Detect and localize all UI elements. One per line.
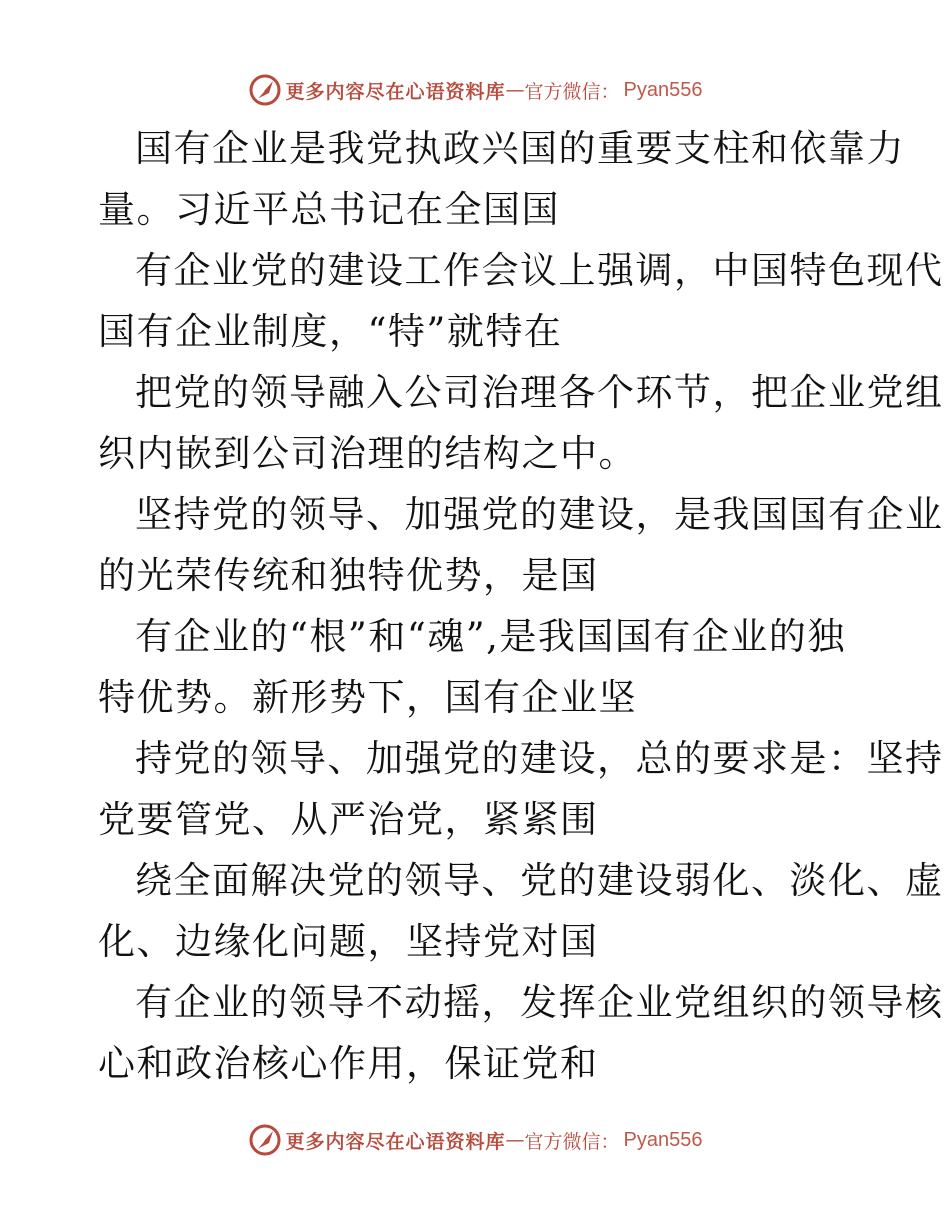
- banner-wechat-label: 官方微信：: [524, 1130, 620, 1153]
- paragraph: [98, 728, 944, 850]
- paragraph-line: 绕全面解决党的领导、党的建设弱化、淡化、虚: [135, 859, 944, 902]
- paragraph: [98, 850, 944, 972]
- paragraph-line: 持党的领导、加强党的建设，总的要求是：坚持: [135, 737, 944, 780]
- quill-pen-circle-icon: [248, 73, 282, 107]
- paragraph-line: 有企业的“根”和“魂”,是我国国有企业的独: [135, 615, 846, 658]
- paragraph-line: 织内嵌到公司治理的结构之中。: [98, 432, 637, 475]
- paragraph-line: 党要管党、从严治党，紧紧围: [98, 798, 599, 841]
- paragraph-line: 有企业的领导不动摇，发挥企业党组织的领导核: [135, 981, 944, 1024]
- banner-separator: —: [505, 79, 525, 101]
- banner-wechat-id: Pyan556: [623, 1128, 703, 1151]
- paragraph-line: 化、边缘化问题，坚持党对国: [98, 920, 599, 963]
- paragraph-line: 国有企业制度，“特”就特在: [98, 310, 563, 353]
- paragraph-line: 国有企业是我党执政兴国的重要支柱和依靠力: [135, 127, 905, 170]
- banner-wechat-id: Pyan556: [623, 78, 703, 101]
- paragraph: [98, 362, 944, 484]
- paragraph-line: 特优势。新形势下，国有企业坚: [98, 676, 637, 719]
- banner-main-text: 更多内容尽在心语资料库: [285, 80, 506, 103]
- paragraph-line: 有企业党的建设工作会议上强调，中国特色现代: [135, 249, 944, 292]
- paragraph: [98, 240, 944, 362]
- paragraph-line: 的光荣传统和独特优势，是国: [98, 554, 599, 597]
- banner-separator: —: [505, 1129, 525, 1151]
- quill-pen-circle-icon: [248, 1123, 282, 1157]
- paragraph: [98, 972, 944, 1094]
- banner-main-text: 更多内容尽在心语资料库: [285, 1130, 506, 1153]
- banner-wechat-label: 官方微信：: [524, 80, 620, 103]
- paragraph: [98, 606, 858, 728]
- paragraph: [98, 484, 944, 606]
- document-body: [98, 118, 944, 1094]
- paragraph-line: 量。习近平总书记在全国国: [98, 188, 560, 231]
- paragraph-line: 心和政治核心作用，保证党和: [98, 1042, 599, 1085]
- paragraph-line: 坚持党的领导、加强党的建设，是我国国有企业: [135, 493, 944, 536]
- footer-watermark-banner: [0, 1120, 950, 1160]
- header-watermark-banner: [0, 70, 950, 110]
- paragraph-line: 把党的领导融入公司治理各个环节，把企业党组: [135, 371, 944, 414]
- paragraph: [98, 118, 905, 240]
